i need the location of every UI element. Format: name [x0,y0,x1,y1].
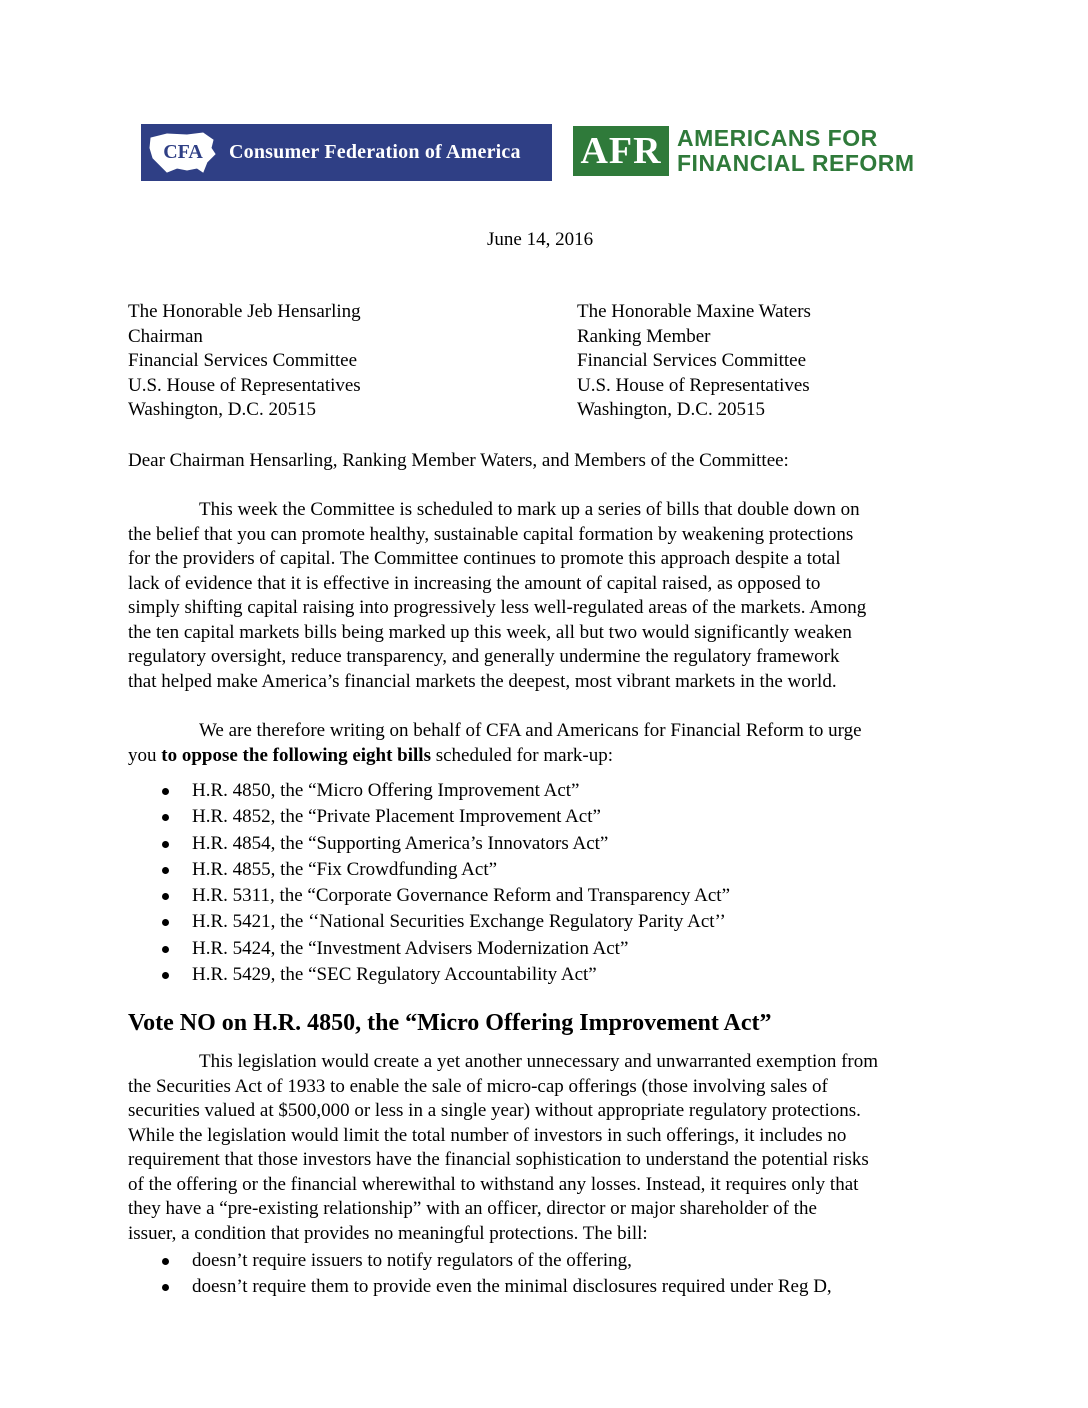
bullet-icon [162,946,169,953]
cfa-logo [141,124,552,181]
paragraph-line: requirement that those investors have the financial sophistication to understand the potential risks [128,1149,869,1170]
salutation: Dear Chairman Hensarling, Ranking Member Waters, and Members of the Committee: [128,450,789,471]
list-item-text: doesn’t require issuers to notify regulators of the offering, [192,1250,632,1271]
paragraph-line: the ten capital markets bills being marked up this week, all but two would significantly weaken [128,621,852,643]
bullet-icon [162,919,169,926]
list-item-text: H.R. 4855, the “Fix Crowdfunding Act” [192,858,498,880]
bold-text: eight bills [352,744,431,766]
list-item-text: H.R. 5311, the “Corporate Governance Reform and Transparency Act” [192,885,731,907]
addressee-right [577,300,811,423]
paragraph-line: regulatory oversight, reduce transparency, and generally undermine the regulatory framework [128,646,840,667]
afr-logo-line2: FINANCIAL REFORM [677,150,915,176]
addressee-line: U.S. House of Representatives [128,374,361,396]
list-item-text: H.R. 4854, the “Supporting America’s Innovators Act” [192,832,609,854]
afr-logo-text [677,126,915,176]
cfa-logo-name: Consumer Federation of America [229,141,521,163]
paragraph-line: simply shifting capital raising into progressively less well-regulated areas of the markets. Among [128,597,867,618]
bullet-icon [162,841,169,848]
bullet-icon [162,1258,169,1265]
paragraph-line: they have a “pre-existing relationship” with an officer, director or major shareholder of the [128,1198,817,1219]
paragraph-line: for the providers of capital. The Committee continues to promote this approach despite a total [128,548,841,569]
addressee-line: The Honorable Maxine Waters [577,301,811,322]
paragraph-line [128,744,862,769]
list-item-text: H.R. 5421, the ‘‘National Securities Exchange Regulatory Parity Act’’ [192,911,726,933]
hr4850-paragraph [128,1050,878,1246]
addressee-left [128,300,361,423]
list-item-text: H.R. 4850, the “Micro Offering Improvement Act” [192,780,580,801]
text-run: the following [237,744,353,766]
bullet-icon [162,867,169,874]
list-item-text: doesn’t require them to provide even the minimal disclosures required under Reg D, [192,1276,832,1298]
afr-logo-mark: AFR [573,126,669,176]
request-paragraph [128,719,862,768]
paragraph-line: the belief that you can promote healthy, sustainable capital formation by weakening protections [128,523,854,545]
addressee-line: Ranking Member [577,325,711,347]
paragraph-line: We are therefore writing on behalf of CFA and Americans for Financial Reform to urge [199,720,862,741]
intro-paragraph [128,498,866,694]
paragraph-line: issuer, a condition that provides no meaningful protections. The bill: [128,1222,648,1244]
paragraph-line: the Securities Act of 1933 to enable the sale of micro-cap offerings (those involving sales of [128,1075,828,1097]
svg-text:CFA: CFA [163,140,203,163]
paragraph-line: While the legislation would limit the total number of investors in such offerings, it includes no [128,1124,847,1146]
paragraph-line: that helped make America’s financial markets the deepest, most vibrant markets in the world. [128,670,837,692]
cfa-us-map-icon [147,128,219,178]
addressee-line: U.S. House of Representatives [577,374,810,396]
addressee-line: Washington, D.C. 20515 [128,399,316,420]
paragraph-line: This legislation would create a yet another unnecessary and unwarranted exemption from [199,1051,879,1072]
addressee-line: Chairman [128,325,203,347]
afr-logo-line1: AMERICANS FOR [677,125,878,151]
bullet-icon [162,814,169,821]
bullet-icon [162,972,169,979]
bold-text: to oppose [161,744,238,766]
afr-logo [573,125,915,177]
letter-date: June 14, 2016 [487,229,594,250]
addressee-line: The Honorable Jeb Hensarling [128,301,361,322]
bullet-icon [162,1284,169,1291]
list-item-text: H.R. 4852, the “Private Placement Improvement Act” [192,806,601,828]
section-heading: Vote NO on H.R. 4850, the “Micro Offering Improvement Act” [128,1010,772,1036]
list-item-text: H.R. 5429, the “SEC Regulatory Accountability Act” [192,964,597,986]
list-item-text: H.R. 5424, the “Investment Advisers Modernization Act” [192,937,629,959]
paragraph-line: lack of evidence that it is effective in increasing the amount of capital raised, as opposed to [128,572,821,594]
paragraph-line: of the offering or the financial wherewithal to withstand any losses. Instead, it requires only that [128,1173,859,1195]
text-run: scheduled for mark-up: [430,744,614,766]
bullet-icon [162,893,169,900]
addressee-line: Financial Services Committee [128,350,358,371]
addressee-line: Financial Services Committee [577,350,807,371]
addressee-line: Washington, D.C. 20515 [577,399,765,420]
paragraph-line: securities valued at $500,000 or less in a single year) without appropriate regulatory protections. [128,1100,861,1121]
bullet-icon [162,788,169,795]
paragraph-line: This week the Committee is scheduled to mark up a series of bills that double down on [199,499,860,520]
text-run: you [128,744,162,766]
